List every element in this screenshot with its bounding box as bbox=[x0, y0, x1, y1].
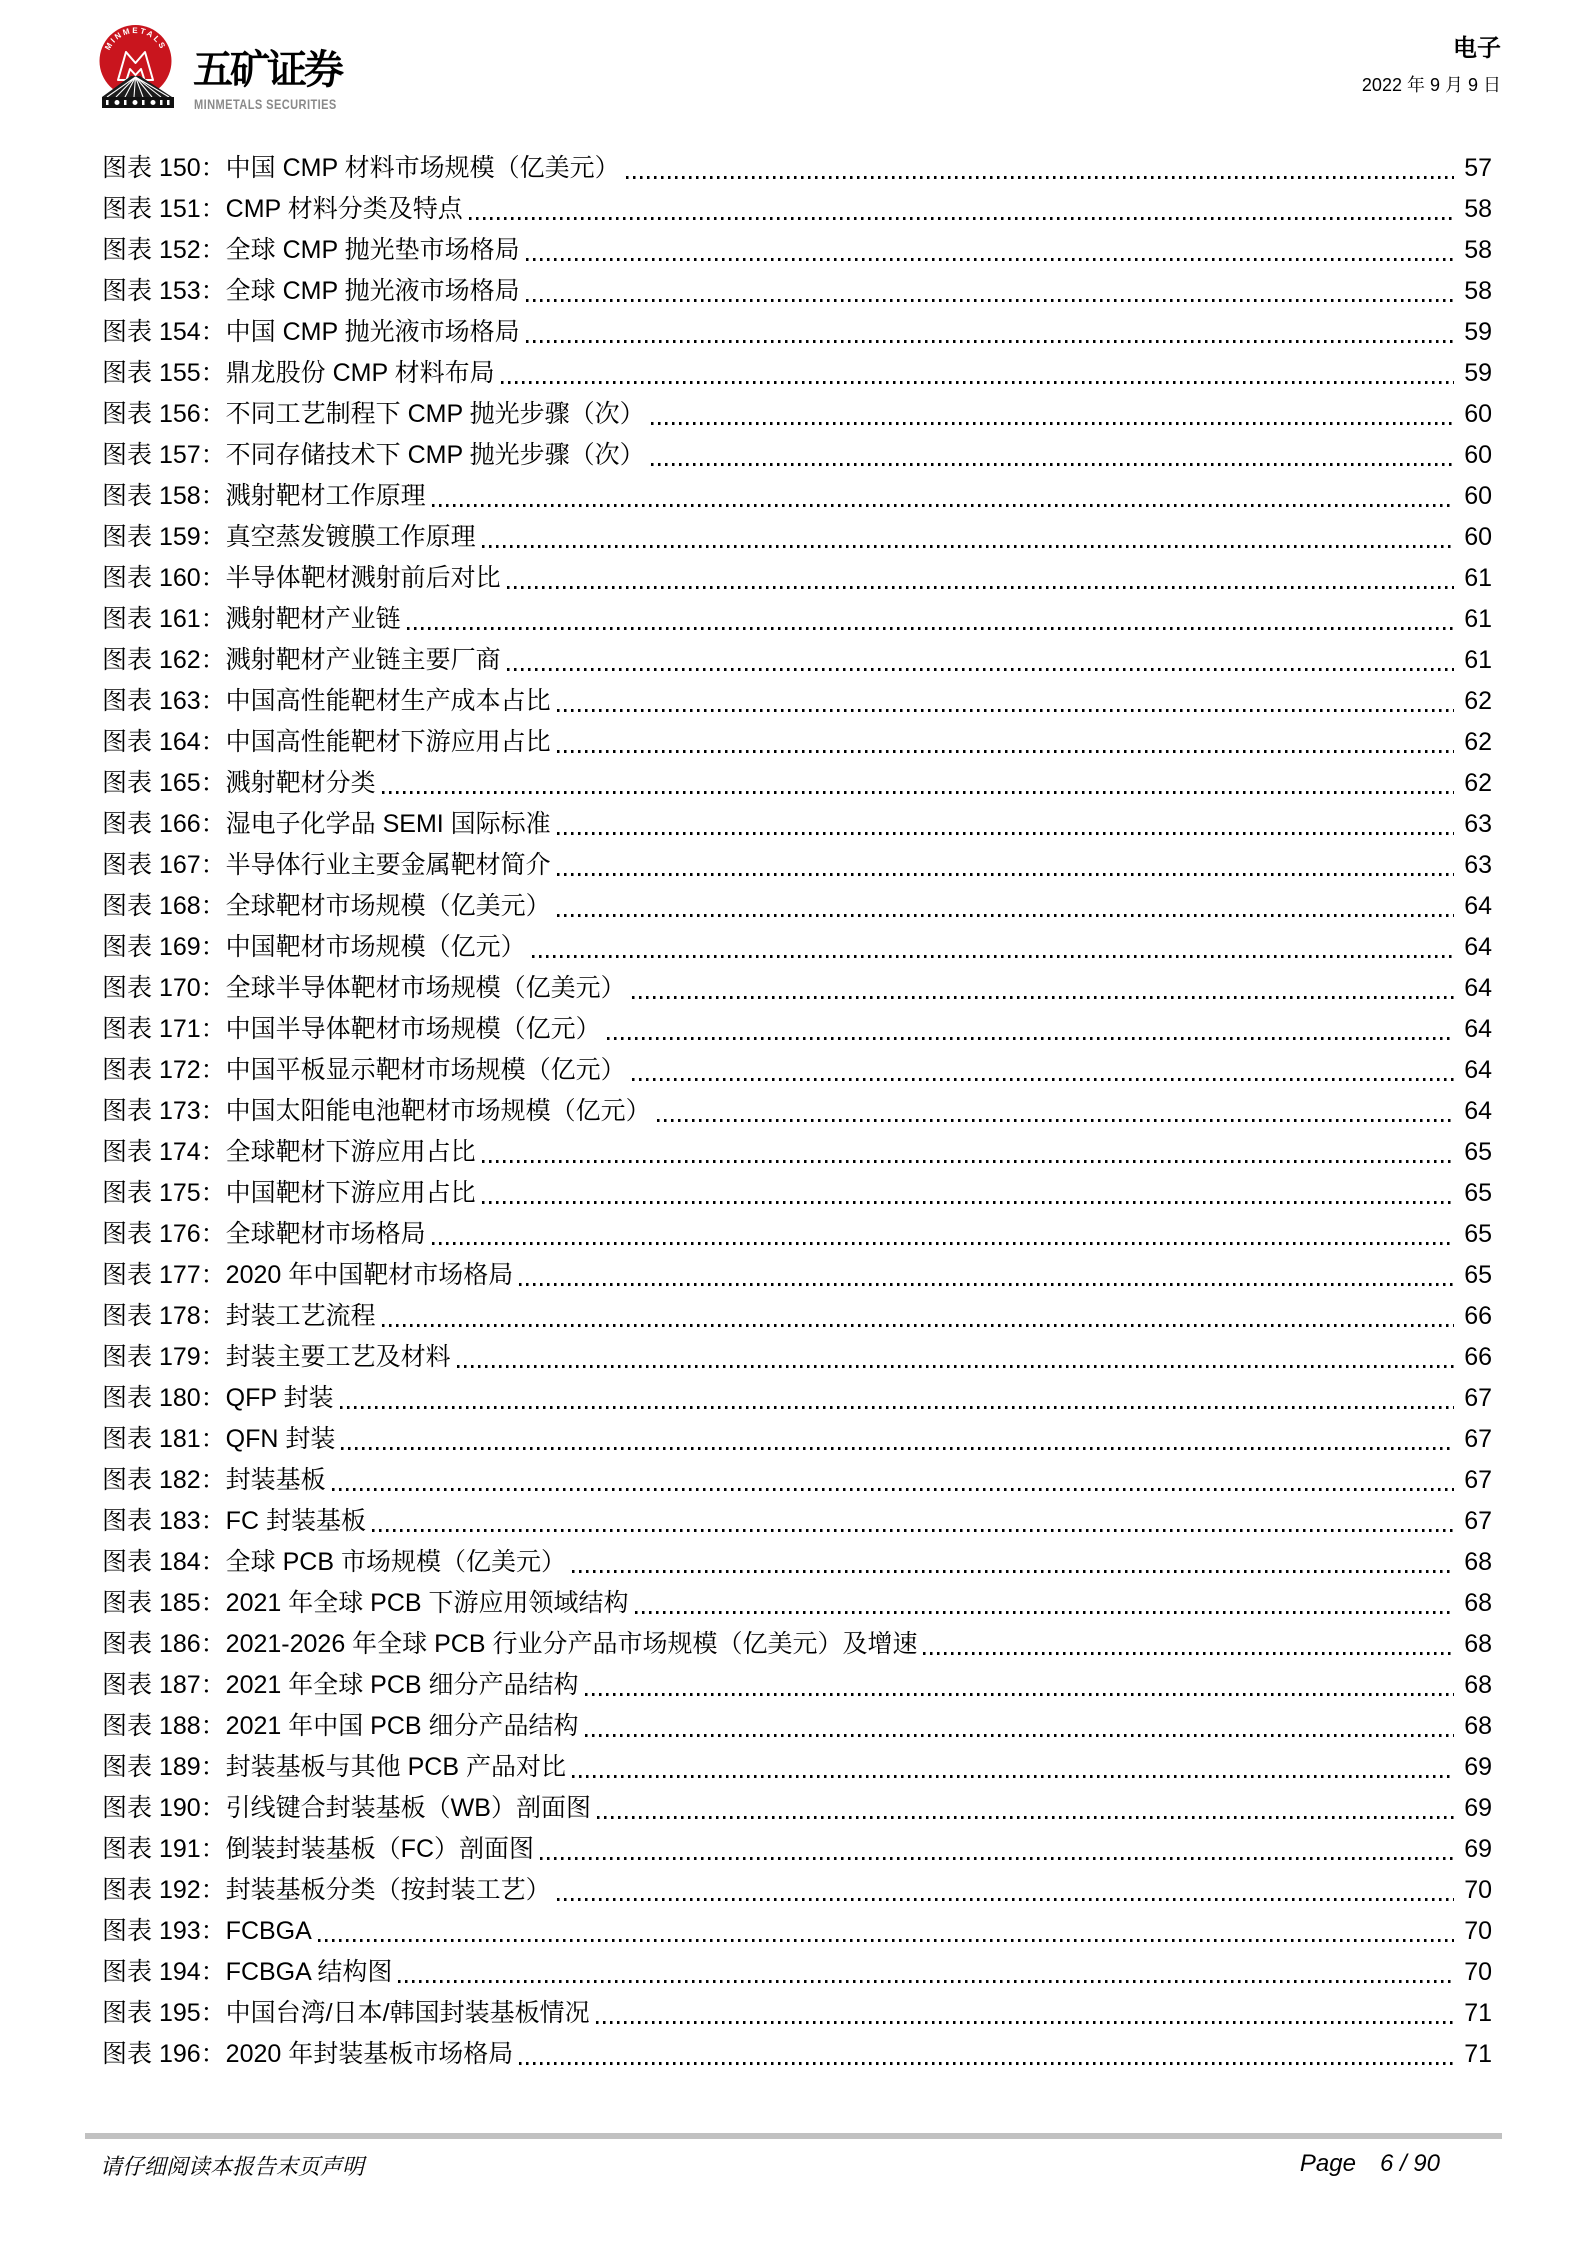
toc-entry-page: 68 bbox=[1464, 1671, 1492, 1699]
toc-entry[interactable] bbox=[102, 1050, 1492, 1091]
dot-leader bbox=[398, 1980, 1454, 1983]
toc-entry[interactable] bbox=[102, 722, 1492, 763]
toc-entry-title: 2020 年封装基板市场格局 bbox=[225, 2040, 514, 2068]
toc-entry-title: 引线键合封装基板（WB）剖面图 bbox=[225, 1794, 591, 1822]
dot-leader bbox=[382, 1324, 1454, 1327]
toc-entry-label: 图表 155： bbox=[102, 359, 226, 387]
brand-name: 五矿证券 bbox=[193, 48, 341, 92]
toc-entry-title: 溅射靶材分类 bbox=[225, 769, 376, 797]
toc-entry[interactable] bbox=[102, 1747, 1492, 1788]
toc-entry-label: 图表 158： bbox=[102, 482, 226, 510]
toc-entry-label: 图表 152： bbox=[102, 236, 226, 264]
toc-entry-label: 图表 190： bbox=[102, 1794, 226, 1822]
toc-entry[interactable] bbox=[102, 599, 1492, 640]
footer-page-label: Page bbox=[1299, 2150, 1356, 2177]
toc-entry[interactable] bbox=[102, 681, 1492, 722]
toc-entry-label: 图表 165： bbox=[102, 769, 226, 797]
dot-leader bbox=[340, 1406, 1454, 1409]
toc-entry-page: 62 bbox=[1464, 728, 1492, 756]
footer-page-indicator bbox=[1300, 2150, 1440, 2178]
dot-leader bbox=[632, 996, 1454, 999]
dot-leader bbox=[651, 422, 1454, 425]
toc-entry[interactable] bbox=[102, 1542, 1492, 1583]
toc-entry-label: 图表 194： bbox=[102, 1958, 226, 1986]
toc-entry-title: 湿电子化学品 SEMI 国际标准 bbox=[225, 810, 551, 838]
toc-entry-page: 64 bbox=[1464, 1015, 1492, 1043]
toc-entry-page: 64 bbox=[1464, 933, 1492, 961]
toc-entry[interactable] bbox=[102, 1296, 1492, 1337]
toc-entry-label: 图表 153： bbox=[102, 277, 226, 305]
toc-entry[interactable] bbox=[102, 271, 1492, 312]
toc-entry-title: 全球靶材下游应用占比 bbox=[225, 1138, 476, 1166]
toc-entry-page: 64 bbox=[1464, 892, 1492, 920]
toc-entry-title: 全球 CMP 抛光液市场格局 bbox=[225, 277, 520, 305]
toc-entry-title: 中国高性能靶材下游应用占比 bbox=[225, 728, 551, 756]
toc-entry[interactable] bbox=[102, 1993, 1492, 2034]
toc-entry-label: 图表 195： bbox=[102, 1999, 226, 2027]
toc-entry[interactable] bbox=[102, 1706, 1492, 1747]
toc-entry[interactable] bbox=[102, 1624, 1492, 1665]
toc-entry-page: 61 bbox=[1464, 646, 1492, 674]
toc-entry-page: 64 bbox=[1464, 1056, 1492, 1084]
toc-entry-label: 图表 179： bbox=[102, 1343, 226, 1371]
toc-entry-title: 封装基板与其他 PCB 产品对比 bbox=[225, 1753, 566, 1781]
toc-entry-label: 图表 154： bbox=[102, 318, 226, 346]
dot-leader bbox=[507, 586, 1454, 589]
toc-entry-title: 封装主要工艺及材料 bbox=[225, 1343, 451, 1371]
toc-entry[interactable] bbox=[102, 1870, 1492, 1911]
toc-entry-title: 2021 年中国 PCB 细分产品结构 bbox=[225, 1712, 579, 1740]
dot-leader bbox=[507, 668, 1454, 671]
toc-entry-title: 全球靶材市场规模（亿美元） bbox=[225, 892, 551, 920]
toc-entry[interactable] bbox=[102, 1337, 1492, 1378]
toc-entry-title: 溅射靶材产业链 bbox=[225, 605, 401, 633]
toc-entry-label: 图表 173： bbox=[102, 1097, 226, 1125]
toc-entry-page: 60 bbox=[1464, 400, 1492, 428]
toc-entry-page: 63 bbox=[1464, 851, 1492, 879]
toc-entry-title: 半导体靶材溅射前后对比 bbox=[225, 564, 501, 592]
toc-entry-page: 70 bbox=[1464, 1958, 1492, 1986]
dot-leader bbox=[626, 176, 1454, 179]
toc-entry-label: 图表 162： bbox=[102, 646, 226, 674]
toc-entry[interactable] bbox=[102, 1255, 1492, 1296]
toc-entry-page: 68 bbox=[1464, 1548, 1492, 1576]
toc-entry[interactable] bbox=[102, 353, 1492, 394]
toc-entry-title: 溅射靶材产业链主要厂商 bbox=[225, 646, 501, 674]
toc-entry-label: 图表 161： bbox=[102, 605, 226, 633]
toc-list bbox=[102, 148, 1492, 2075]
toc-entry-page: 67 bbox=[1464, 1384, 1492, 1412]
brand-name-en: MINMETALS SECURITIES bbox=[194, 97, 337, 112]
toc-entry[interactable] bbox=[102, 1378, 1492, 1419]
toc-entry[interactable] bbox=[102, 1829, 1492, 1870]
toc-entry-title: 中国台湾/日本/韩国封装基板情况 bbox=[225, 1999, 590, 2027]
dot-leader bbox=[382, 791, 1454, 794]
toc-entry-label: 图表 172： bbox=[102, 1056, 226, 1084]
toc-entry[interactable] bbox=[102, 1460, 1492, 1501]
dot-leader bbox=[596, 2021, 1454, 2024]
toc-entry-label: 图表 169： bbox=[102, 933, 226, 961]
toc-entry-title: 封装基板分类（按封装工艺） bbox=[225, 1876, 551, 1904]
toc-entry[interactable] bbox=[102, 640, 1492, 681]
toc-entry-page: 70 bbox=[1464, 1876, 1492, 1904]
toc-entry[interactable] bbox=[102, 1665, 1492, 1706]
toc-entry-page: 58 bbox=[1464, 195, 1492, 223]
toc-entry-label: 图表 184： bbox=[102, 1548, 226, 1576]
dot-leader bbox=[526, 299, 1454, 302]
dot-leader bbox=[557, 709, 1454, 712]
dot-leader bbox=[572, 1570, 1454, 1573]
toc-entry[interactable] bbox=[102, 1583, 1492, 1624]
toc-entry-title: 中国靶材下游应用占比 bbox=[225, 1179, 476, 1207]
toc-entry-label: 图表 164： bbox=[102, 728, 226, 756]
minmetals-logo-icon bbox=[99, 24, 175, 108]
dot-leader bbox=[482, 545, 1454, 548]
toc-entry-page: 66 bbox=[1464, 1343, 1492, 1371]
toc-entry-title: 不同工艺制程下 CMP 抛光步骤（次） bbox=[225, 400, 645, 428]
toc-entry-label: 图表 177： bbox=[102, 1261, 226, 1289]
toc-entry-title: FC 封装基板 bbox=[225, 1507, 366, 1535]
toc-entry-page: 60 bbox=[1464, 441, 1492, 469]
toc-entry-label: 图表 189： bbox=[102, 1753, 226, 1781]
toc-entry-page: 65 bbox=[1464, 1220, 1492, 1248]
dot-leader bbox=[557, 1898, 1454, 1901]
toc-entry-page: 60 bbox=[1464, 482, 1492, 510]
dot-leader bbox=[501, 381, 1454, 384]
toc-entry[interactable] bbox=[102, 230, 1492, 271]
toc-entry-label: 图表 174： bbox=[102, 1138, 226, 1166]
toc-entry-label: 图表 180： bbox=[102, 1384, 226, 1412]
toc-entry-title: FCBGA bbox=[225, 1917, 312, 1945]
dot-leader bbox=[557, 914, 1454, 917]
toc-entry-page: 61 bbox=[1464, 605, 1492, 633]
dot-leader bbox=[532, 955, 1454, 958]
toc-entry-page: 69 bbox=[1464, 1794, 1492, 1822]
toc-entry[interactable] bbox=[102, 435, 1492, 476]
toc-entry-page: 67 bbox=[1464, 1507, 1492, 1535]
footer-divider bbox=[85, 2133, 1502, 2139]
toc-entry-label: 图表 185： bbox=[102, 1589, 226, 1617]
toc-entry[interactable] bbox=[102, 2034, 1492, 2075]
dot-leader bbox=[519, 1283, 1454, 1286]
toc-entry-page: 62 bbox=[1464, 769, 1492, 797]
toc-entry-label: 图表 171： bbox=[102, 1015, 226, 1043]
toc-entry-title: 中国太阳能电池靶材市场规模（亿元） bbox=[225, 1097, 651, 1125]
toc-entry-label: 图表 167： bbox=[102, 851, 226, 879]
toc-entry-page: 59 bbox=[1464, 359, 1492, 387]
toc-entry-label: 图表 196： bbox=[102, 2040, 226, 2068]
toc-entry[interactable] bbox=[102, 476, 1492, 517]
toc-entry-label: 图表 170： bbox=[102, 974, 226, 1002]
toc-entry-title: 全球靶材市场格局 bbox=[225, 1220, 426, 1248]
toc-entry-page: 70 bbox=[1464, 1917, 1492, 1945]
toc-entry-label: 图表 187： bbox=[102, 1671, 226, 1699]
toc-entry[interactable] bbox=[102, 804, 1492, 845]
toc-entry-label: 图表 178： bbox=[102, 1302, 226, 1330]
dot-leader bbox=[432, 504, 1454, 507]
dot-leader bbox=[519, 2062, 1454, 2065]
dot-leader bbox=[651, 463, 1454, 466]
toc-entry[interactable] bbox=[102, 558, 1492, 599]
toc-entry-label: 图表 166： bbox=[102, 810, 226, 838]
toc-entry-title: 鼎龙股份 CMP 材料布局 bbox=[225, 359, 495, 387]
toc-entry-label: 图表 160： bbox=[102, 564, 226, 592]
toc-entry-label: 图表 159： bbox=[102, 523, 226, 551]
toc-entry-page: 58 bbox=[1464, 277, 1492, 305]
toc-entry-label: 图表 192： bbox=[102, 1876, 226, 1904]
report-date: 2022 年 9 月 9 日 bbox=[1361, 75, 1501, 95]
toc-entry-title: 中国 CMP 材料市场规模（亿美元） bbox=[225, 154, 620, 182]
dot-leader bbox=[341, 1447, 1454, 1450]
toc-entry-title: QFN 封装 bbox=[225, 1425, 336, 1453]
toc-entry-label: 图表 156： bbox=[102, 400, 226, 428]
dot-leader bbox=[597, 1816, 1454, 1819]
dot-leader bbox=[457, 1365, 1454, 1368]
toc-entry[interactable] bbox=[102, 763, 1492, 804]
toc-entry-page: 64 bbox=[1464, 1097, 1492, 1125]
toc-entry-title: 封装工艺流程 bbox=[225, 1302, 376, 1330]
dot-leader bbox=[526, 258, 1454, 261]
toc-entry[interactable] bbox=[102, 148, 1492, 189]
toc-entry-label: 图表 151： bbox=[102, 195, 226, 223]
toc-entry[interactable] bbox=[102, 1952, 1492, 1993]
toc-entry[interactable] bbox=[102, 927, 1492, 968]
toc-entry[interactable] bbox=[102, 1911, 1492, 1952]
toc-entry-page: 65 bbox=[1464, 1179, 1492, 1207]
toc-entry-page: 58 bbox=[1464, 236, 1492, 264]
toc-entry-page: 59 bbox=[1464, 318, 1492, 346]
toc-entry-title: 2021-2026 年全球 PCB 行业分产品市场规模（亿美元）及增速 bbox=[225, 1630, 918, 1658]
footer-disclaimer: 请仔细阅读本报告末页声明 bbox=[100, 2154, 365, 2179]
toc-entry-page: 65 bbox=[1464, 1138, 1492, 1166]
toc-entry-title: 2021 年全球 PCB 细分产品结构 bbox=[225, 1671, 579, 1699]
toc-entry-page: 71 bbox=[1464, 2040, 1492, 2068]
dot-leader bbox=[540, 1857, 1454, 1860]
toc-entry-page: 62 bbox=[1464, 687, 1492, 715]
dot-leader bbox=[407, 627, 1454, 630]
toc-entry[interactable] bbox=[102, 312, 1492, 353]
toc-entry[interactable] bbox=[102, 1173, 1492, 1214]
toc-entry-title: 中国高性能靶材生产成本占比 bbox=[225, 687, 551, 715]
toc-entry[interactable] bbox=[102, 968, 1492, 1009]
toc-entry-title: 2021 年全球 PCB 下游应用领域结构 bbox=[225, 1589, 629, 1617]
dot-leader bbox=[432, 1242, 1454, 1245]
dot-leader bbox=[318, 1939, 1454, 1942]
toc-entry-page: 57 bbox=[1464, 154, 1492, 182]
toc-entry-label: 图表 188： bbox=[102, 1712, 226, 1740]
toc-entry[interactable] bbox=[102, 1419, 1492, 1460]
dot-leader bbox=[585, 1734, 1454, 1737]
toc-entry-page: 68 bbox=[1464, 1589, 1492, 1617]
toc-entry-page: 67 bbox=[1464, 1466, 1492, 1494]
toc-entry-label: 图表 175： bbox=[102, 1179, 226, 1207]
dot-leader bbox=[572, 1775, 1454, 1778]
toc-entry-label: 图表 191： bbox=[102, 1835, 226, 1863]
toc-entry-title: 全球 PCB 市场规模（亿美元） bbox=[225, 1548, 566, 1576]
toc-entry[interactable] bbox=[102, 394, 1492, 435]
toc-entry[interactable] bbox=[102, 1501, 1492, 1542]
toc-entry-title: 2020 年中国靶材市场格局 bbox=[225, 1261, 514, 1289]
toc-entry-page: 71 bbox=[1464, 1999, 1492, 2027]
dot-leader bbox=[482, 1160, 1454, 1163]
toc-entry-title: 中国半导体靶材市场规模（亿元） bbox=[225, 1015, 601, 1043]
toc-entry-label: 图表 157： bbox=[102, 441, 226, 469]
dot-leader bbox=[635, 1611, 1454, 1614]
toc-entry-page: 61 bbox=[1464, 564, 1492, 592]
toc-entry-label: 图表 150： bbox=[102, 154, 226, 182]
toc-entry[interactable] bbox=[102, 1091, 1492, 1132]
toc-entry[interactable] bbox=[102, 1009, 1492, 1050]
toc-entry-label: 图表 168： bbox=[102, 892, 226, 920]
dot-leader bbox=[469, 217, 1454, 220]
toc-entry[interactable] bbox=[102, 189, 1492, 230]
toc-entry-title: FCBGA 结构图 bbox=[225, 1958, 393, 1986]
toc-entry-title: 不同存储技术下 CMP 抛光步骤（次） bbox=[225, 441, 645, 469]
toc-entry-title: 倒装封装基板（FC）剖面图 bbox=[225, 1835, 534, 1863]
toc-entry-title: 封装基板 bbox=[225, 1466, 326, 1494]
toc-entry-title: 全球 CMP 抛光垫市场格局 bbox=[225, 236, 520, 264]
toc-entry-title: 中国靶材市场规模（亿元） bbox=[225, 933, 526, 961]
toc-entry-label: 图表 182： bbox=[102, 1466, 226, 1494]
toc-entry-page: 69 bbox=[1464, 1753, 1492, 1781]
dot-leader bbox=[585, 1693, 1454, 1696]
dot-leader bbox=[607, 1037, 1454, 1040]
toc-entry[interactable] bbox=[102, 886, 1492, 927]
footer-page-number: 6 / 90 bbox=[1379, 2150, 1440, 2177]
toc-entry[interactable] bbox=[102, 1132, 1492, 1173]
dot-leader bbox=[557, 873, 1454, 876]
dot-leader bbox=[526, 340, 1454, 343]
dot-leader bbox=[332, 1488, 1454, 1491]
toc-entry-page: 68 bbox=[1464, 1712, 1492, 1740]
dot-leader bbox=[557, 832, 1454, 835]
dot-leader bbox=[632, 1078, 1454, 1081]
toc-entry-page: 69 bbox=[1464, 1835, 1492, 1863]
toc-entry-label: 图表 181： bbox=[102, 1425, 226, 1453]
industry-tag: 电子 bbox=[1453, 35, 1501, 62]
dot-leader bbox=[557, 750, 1454, 753]
toc-entry-page: 66 bbox=[1464, 1302, 1492, 1330]
dot-leader bbox=[482, 1201, 1454, 1204]
toc-entry[interactable] bbox=[102, 1788, 1492, 1829]
toc-entry[interactable] bbox=[102, 1214, 1492, 1255]
toc-entry-label: 图表 163： bbox=[102, 687, 226, 715]
toc-entry-label: 图表 176： bbox=[102, 1220, 226, 1248]
toc-entry-label: 图表 186： bbox=[102, 1630, 226, 1658]
dot-leader bbox=[923, 1652, 1454, 1655]
toc-entry-page: 65 bbox=[1464, 1261, 1492, 1289]
toc-entry-page: 60 bbox=[1464, 523, 1492, 551]
toc-entry-title: 中国 CMP 抛光液市场格局 bbox=[225, 318, 520, 346]
toc-entry-page: 68 bbox=[1464, 1630, 1492, 1658]
toc-entry[interactable] bbox=[102, 517, 1492, 558]
toc-entry-title: 中国平板显示靶材市场规模（亿元） bbox=[225, 1056, 626, 1084]
toc-entry-title: CMP 材料分类及特点 bbox=[225, 195, 463, 223]
toc-entry-page: 63 bbox=[1464, 810, 1492, 838]
toc-entry-title: 溅射靶材工作原理 bbox=[225, 482, 426, 510]
toc-entry-title: 真空蒸发镀膜工作原理 bbox=[225, 523, 476, 551]
dot-leader bbox=[372, 1529, 1454, 1532]
toc-entry-label: 图表 193： bbox=[102, 1917, 226, 1945]
toc-entry[interactable] bbox=[102, 845, 1492, 886]
toc-entry-page: 64 bbox=[1464, 974, 1492, 1002]
toc-entry-label: 图表 183： bbox=[102, 1507, 226, 1535]
dot-leader bbox=[657, 1119, 1454, 1122]
logo-arc-text: MINMETALS bbox=[103, 25, 168, 52]
toc-entry-page: 67 bbox=[1464, 1425, 1492, 1453]
toc-entry-title: QFP 封装 bbox=[225, 1384, 334, 1412]
toc-entry-title: 全球半导体靶材市场规模（亿美元） bbox=[225, 974, 626, 1002]
toc-entry-title: 半导体行业主要金属靶材简介 bbox=[225, 851, 551, 879]
